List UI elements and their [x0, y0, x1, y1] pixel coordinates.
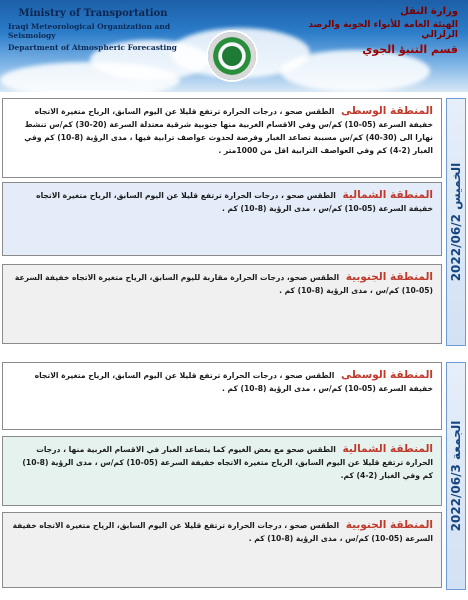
organization-logo: [208, 32, 256, 80]
region-title: المنطقة الوسطى: [341, 105, 433, 117]
department-name-ar: قسم التنبؤ الجوي: [362, 43, 458, 56]
cloud-decoration: [280, 50, 430, 92]
day-forecast-group: [2, 362, 466, 588]
region-title: المنطقة الجنوبية: [345, 271, 433, 283]
region-title: المنطقة الجنوبية: [345, 519, 433, 531]
region-forecast-box: [2, 512, 442, 588]
region-forecast-text: الطقس صحو ، درجات الحرارة ترتفع قليلا عن اليوم السابق، الرياح متغيرة الاتجاه خفيفة السرعة (05-10) كم/س وفي الاقسام الغربية منها جنوبية شرقية معتدلة السرعة (20-30) كم/س تنشط نهارا الى (30-40) كم/س مسببة تصاعد الغبار وفرصة لحدوث عواصف ترابية فيها ، مدى الرؤية (8-10) كم وفي الغبار (2-4) كم وفي العواصف الترابية اقل من 1000متر .: [24, 107, 433, 155]
region-title: المنطقة الشمالية: [342, 189, 433, 201]
day-date-label: الخميس 2022/06/2: [449, 162, 463, 282]
header-english: [8, 8, 178, 52]
region-forecast-text: الطقس صحو مع بعض الغيوم كما يتصاعد الغبار في الاقسام الغربية منها ، درجات الحرارة ترتفع قليلا عن اليوم السابق، الرياح متغيرة الاتجاه خفيفة السرعة (05-10) كم/س ، مدى الرؤية (8-10) كم وفي الغبار (2-4) كم.: [22, 445, 433, 480]
page-header: [0, 0, 468, 92]
day-date-label: الجمعة 2022/06/3: [449, 420, 463, 532]
region-forecast-box: [2, 98, 442, 178]
department-name-en: Department of Atmospheric Forecasting: [8, 43, 177, 52]
ministry-name-en: Ministry of Transportation: [18, 8, 168, 19]
region-title: المنطقة الوسطى: [341, 369, 433, 381]
day-side-tab: [446, 362, 466, 590]
day-forecast-group: [2, 98, 466, 344]
organization-name-en: Iraqi Meteorological Organization and Seismology: [8, 22, 171, 40]
cloud-decoration: [0, 62, 180, 92]
region-forecast-box: [2, 362, 442, 430]
region-forecast-box: [2, 264, 442, 344]
region-title: المنطقة الشمالية: [342, 443, 433, 455]
header-arabic: [288, 6, 458, 56]
region-forecast-box: [2, 436, 442, 506]
region-forecast-box: [2, 182, 442, 256]
region-forecast-text: الطقس صحو ، درجات الحرارة ترتفع قليلا عن اليوم السابق، الرياح متغيرة الاتجاه خفيفة السرعة (05-10) كم/س ، مدى الرؤية (8-10) كم .: [34, 371, 433, 393]
organization-name-ar: الهيئة العامة للأنواء الجوية والرصد الزلزالي: [308, 20, 458, 40]
day-side-tab: [446, 98, 466, 346]
ministry-name-ar: وزارة النقل: [400, 6, 458, 17]
region-forecast-text: الطقس صحو، درجات الحرارة مقاربة لليوم السابق، الرياح متغيرة الاتجاه خفيفة السرعة (05-10) كم/س ، مدى الرؤية (8-10) كم .: [14, 273, 433, 295]
region-forecast-text: الطقس صحو ، درجات الحرارة ترتفع قليلا عن اليوم السابق، الرياح متغيرة الاتجاه خفيفة السرعة (05-10) كم/س ، مدى الرؤية (8-10) كم .: [12, 521, 433, 543]
logo-center: [222, 46, 242, 66]
region-forecast-text: الطقس صحو ، درجات الحرارة ترتفع قليلا عن اليوم السابق، الرياح متغيرة الاتجاه خفيفة السرعة (05-10) كم/س ، مدى الرؤية (8-10) كم .: [36, 191, 433, 213]
